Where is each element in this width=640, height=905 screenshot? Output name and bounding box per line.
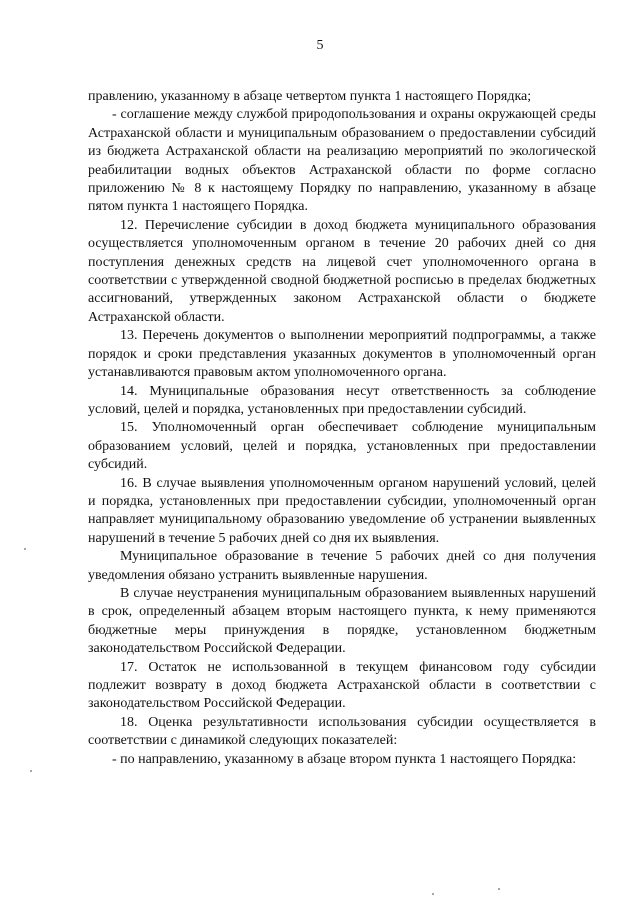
page-number: 5 bbox=[316, 38, 324, 53]
paragraph-item-16-part-3: В случае неустранения муниципальным образованием выявленных нарушений в срок, определенный абзацем вторым настоящего пункта, к нему применяются бюджетные меры принуждения в порядке, установленном бюджетным законодательством Российской Федерации. bbox=[88, 585, 596, 657]
paragraph-item-14: 14. Муниципальные образования несут ответственность за соблюдение условий, целей и порядка, установленных при предоставлении субсидий. bbox=[88, 383, 596, 417]
paragraph-item-13: 13. Перечень документов о выполнении мероприятий подпрограммы, а также порядок и сроки представления указанных документов в уполномоченный орган устанавливаются правовым актом уполномоченного органа. bbox=[88, 328, 596, 381]
paragraph-item-12: 12. Перечисление субсидии в доход бюджета муниципального образования осуществляется уполномоченным органом в течение 20 рабочих дней со дня поступления денежных средств на лицевой счет уполномоченного органа в соответствии с утвержденной сводной бюджетной росписью в пределах бюджетных ассигнований, утвержденных законом Астраханской области о бюджете Астраханской области. bbox=[88, 217, 596, 325]
paragraph-agreement-item: - соглашение между службой природопользования и охраны окружающей среды Астраханской области и муниципальным образованием о предоставлении субсидий из бюджета Астраханской области на реализацию мероприятий по экологической реабилитации водных объектов Астраханской области по форме согласно приложению № 8 к настоящему Порядку по направлению, указанному в абзаце пятом пункта 1 настоящего Порядка. bbox=[88, 107, 596, 215]
paragraph-item-17: 17. Остаток не использованной в текущем финансовом году субсидии подлежит возврату в доход бюджета Астраханской области в соответствии с законодательством Российской Федерации. bbox=[88, 659, 596, 712]
paragraph-item-16: 16. В случае выявления уполномоченным органом нарушений условий, целей и порядка, установленных при предоставлении субсидии, уполномоченный орган направляет муниципальному образованию уведомление об устранении выявленных нарушений в течение 5 рабочих дней со дня их выявления. bbox=[88, 475, 596, 546]
paragraph-item-15: 15. Уполномоченный орган обеспечивает соблюдение муниципальным образованием условий, целей и порядка, установленных при предоставлении субсидий. bbox=[88, 420, 596, 473]
scan-speck bbox=[24, 548, 26, 550]
paragraph-item-16-part-2: Муниципальное образование в течение 5 рабочих дней со дня получения уведомления обязано устранить выявленные нарушения. bbox=[88, 549, 596, 583]
document-body bbox=[88, 88, 596, 769]
scan-speck bbox=[498, 888, 500, 890]
scan-speck bbox=[30, 770, 32, 772]
paragraph-indicator-item: - по направлению, указанному в абзаце втором пункта 1 настоящего Порядка: bbox=[112, 751, 577, 767]
paragraph-item-18: 18. Оценка результативности использования субсидии осуществляется в соответствии с динамикой следующих показателей: bbox=[88, 714, 596, 749]
paragraph-continuation: правлению, указанному в абзаце четвертом пункта 1 настоящего Порядка; bbox=[88, 89, 532, 104]
scan-speck bbox=[432, 893, 434, 895]
